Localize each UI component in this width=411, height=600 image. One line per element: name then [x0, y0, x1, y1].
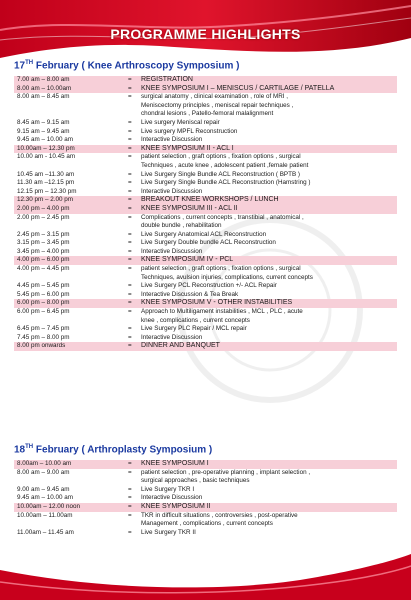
row-description-line: Interactive Discussion — [141, 333, 203, 341]
row-time: 9.45 am – 10.00 am — [17, 136, 74, 144]
row-separator: = — [128, 144, 132, 152]
row-separator: = — [128, 204, 132, 212]
row-time: 10.00 am - 10.45 am — [17, 153, 76, 161]
row-time: 9.15 am – 9.45 am — [17, 127, 70, 135]
schedule-row — [14, 188, 397, 197]
section-heading-day1: 17TH February ( Knee Arthroscopy Symposium ) — [14, 60, 240, 72]
row-description-line: Live Surgery TKR II — [141, 528, 196, 536]
schedule-row — [14, 179, 397, 188]
row-time: 8.00 am – 9.00 am — [17, 468, 70, 476]
row-time: 9.45 am – 10.00 am — [17, 494, 74, 502]
schedule-row — [14, 282, 397, 291]
bottom-red-swoosh-banner — [0, 540, 411, 600]
row-description-line: KNEE SYMPOSIUM V - OTHER INSTABILITIES — [141, 299, 293, 307]
row-description-line: patient selection , graft options , fixation options , surgical — [141, 265, 301, 273]
row-description-line: Techniques, avulsion injuries, complications, current concepts — [141, 273, 313, 281]
schedule-day1 — [14, 76, 397, 351]
section-heading-day2: 18TH February ( Arthroplasty Symposium ) — [14, 444, 213, 456]
schedule-row — [14, 460, 397, 469]
row-time: 10.00am – 11.00am — [17, 511, 73, 519]
schedule-row — [14, 469, 397, 486]
row-description — [141, 486, 397, 495]
row-description — [141, 248, 397, 257]
schedule-row — [14, 308, 397, 325]
row-separator: = — [128, 153, 132, 161]
row-time: 3.15 pm – 3.45 pm — [17, 239, 70, 247]
row-description — [141, 308, 397, 325]
row-description-line: Live Surgery Single Bundle ACL Reconstruction (Hamstring ) — [141, 179, 311, 187]
row-separator: = — [128, 468, 132, 476]
row-description-line: Interactive Discussion — [141, 136, 203, 144]
row-separator: = — [128, 256, 132, 264]
row-time: 2.45 pm – 3.15 pm — [17, 230, 70, 238]
schedule-day2 — [14, 460, 397, 537]
schedule-row — [14, 494, 397, 503]
row-separator: = — [128, 170, 132, 178]
row-description-line: KNEE SYMPOSIUM III - ACL II — [141, 204, 238, 212]
row-separator: = — [128, 511, 132, 519]
row-time: 6.00 pm – 6.45 pm — [17, 308, 70, 316]
row-time: 12.30 pm – 2.00 pm — [17, 196, 74, 204]
row-description-line: Complications , current concepts , transtibial , anatomical , — [141, 213, 304, 221]
row-description-line: Management , complications , current concepts — [141, 520, 273, 528]
row-description-line: Live surgery MPFL Reconstruction — [141, 127, 238, 135]
row-description-line: Live Surgery TKR I — [141, 485, 195, 493]
row-description — [141, 325, 397, 334]
row-time: 6.00 pm – 8.00 pm — [17, 299, 70, 307]
row-time: 6.45 pm – 7.45 pm — [17, 325, 70, 333]
schedule-row — [14, 334, 397, 343]
row-separator: = — [128, 239, 132, 247]
row-time: 9.00 am – 9.45 am — [17, 485, 70, 493]
row-description-line: Techniques , acute knee , adolescent patient ,female patient — [141, 161, 309, 169]
row-description-line: double bundle , rehabilitation — [141, 222, 222, 230]
row-description — [141, 179, 397, 188]
schedule-row — [14, 512, 397, 529]
row-time: 8.45 am – 9.15 am — [17, 118, 70, 126]
row-separator: = — [128, 333, 132, 341]
row-time: 7.00 am – 8.00 am — [17, 76, 70, 83]
schedule-row — [14, 153, 397, 170]
row-separator: = — [128, 342, 132, 350]
row-separator: = — [128, 485, 132, 493]
schedule-row — [14, 486, 397, 495]
row-description — [141, 494, 397, 503]
row-description-line: knee , complications , current concepts — [141, 316, 250, 324]
row-time: 12.15 pm – 12.30 pm — [17, 187, 77, 195]
schedule-row — [14, 205, 397, 214]
row-description-line: surgical anatomy , clinical examination , role of MRI , — [141, 93, 288, 101]
row-description — [141, 529, 397, 538]
row-description — [141, 85, 397, 94]
row-time: 4.00 pm – 4.45 pm — [17, 265, 70, 273]
row-separator: = — [128, 196, 132, 204]
schedule-row — [14, 291, 397, 300]
row-description — [141, 171, 397, 180]
row-description-line: KNEE SYMPOSIUM I — [141, 460, 209, 467]
row-separator: = — [128, 308, 132, 316]
row-description-line: DINNER AND BANQUET — [141, 342, 220, 350]
schedule-row — [14, 128, 397, 137]
row-description — [141, 256, 397, 265]
row-time: 10.45 am –11.30 am — [17, 170, 75, 178]
schedule-row — [14, 145, 397, 154]
row-description-line: Interactive Discussion — [141, 247, 203, 255]
row-time: 5.45 pm – 6.00 pm — [17, 290, 70, 298]
row-description-line: surgical approaches , basic techniques — [141, 477, 250, 485]
row-description — [141, 196, 397, 205]
schedule-row — [14, 136, 397, 145]
schedule-row — [14, 93, 397, 119]
row-description — [141, 299, 397, 308]
row-description-line: Interactive Discussion — [141, 494, 203, 502]
row-time: 2.00 pm – 2.45 pm — [17, 213, 70, 221]
row-description-line: Interactive Discussion — [141, 187, 203, 195]
row-separator: = — [128, 187, 132, 195]
row-separator: = — [128, 118, 132, 126]
schedule-row — [14, 85, 397, 94]
row-time: 10.00am – 12.00 noon — [17, 502, 81, 510]
row-description — [141, 128, 397, 137]
row-description — [141, 239, 397, 248]
row-time: 10.00am – 12.30 pm — [17, 144, 75, 152]
row-description — [141, 231, 397, 240]
row-description — [141, 76, 397, 85]
row-description — [141, 282, 397, 291]
row-description-line: Meniscectomy principles , meniscal repair techniques , — [141, 101, 294, 109]
row-description-line: Interactive Discussion & Tea Break — [141, 290, 239, 298]
schedule-row — [14, 239, 397, 248]
row-description-line: Live Surgery PCL Reconstruction +/- ACL Repair — [141, 282, 277, 290]
row-description — [141, 342, 397, 351]
schedule-row — [14, 119, 397, 128]
row-description-line: BREAKOUT KNEE WORKSHOPS / LUNCH — [141, 196, 279, 204]
row-description — [141, 460, 397, 469]
row-description-line: patient selection , pre-operative planning , implant selection , — [141, 468, 311, 476]
row-time: 4.00 pm – 6.00 pm — [17, 256, 70, 264]
row-separator: = — [128, 136, 132, 144]
row-time: 11.00am – 11.45 am — [17, 528, 74, 536]
row-separator: = — [128, 76, 132, 83]
schedule-row — [14, 325, 397, 334]
row-description-line: Live Surgery Double bundle ACL Reconstruction — [141, 239, 276, 247]
row-separator: = — [128, 290, 132, 298]
row-description — [141, 214, 397, 231]
schedule-row — [14, 248, 397, 257]
row-description-line: chondral lesions , Patello-femoral malalignment — [141, 110, 274, 118]
row-description-line: Live Surgery Single Bundle ACL Reconstruction ( BPTB ) — [141, 170, 301, 178]
schedule-row — [14, 265, 397, 282]
row-description — [141, 153, 397, 170]
row-description-line: KNEE SYMPOSIUM II — [141, 502, 211, 510]
row-description-line: patient selection , graft options , fixation options , surgical — [141, 153, 301, 161]
schedule-row — [14, 196, 397, 205]
row-description-line: TKR in difficult situations , controversies , post-operative — [141, 511, 298, 519]
row-time: 8.00 am – 10.00am — [17, 84, 72, 92]
schedule-row — [14, 171, 397, 180]
row-separator: = — [128, 127, 132, 135]
row-separator: = — [128, 93, 132, 101]
row-description — [141, 291, 397, 300]
row-time: 2.00 pm – 4.00 pm — [17, 204, 70, 212]
row-separator: = — [128, 213, 132, 221]
row-description-line: Approach to Multiligament instabilities , MCL , PLC , acute — [141, 308, 303, 316]
row-description — [141, 503, 397, 512]
row-description-line: KNEE SYMPOSIUM I – MENISCUS / CARTILAGE / PATELLA — [141, 84, 335, 92]
schedule-row — [14, 214, 397, 231]
schedule-row — [14, 529, 397, 538]
row-separator: = — [128, 299, 132, 307]
row-description — [141, 205, 397, 214]
row-description-line: KNEE SYMPOSIUM IV - PCL — [141, 256, 234, 264]
schedule-row — [14, 299, 397, 308]
row-time: 8.00 pm onwards — [17, 342, 66, 350]
row-time: 7.45 pm – 8.00 pm — [17, 333, 70, 341]
schedule-row — [14, 503, 397, 512]
row-separator: = — [128, 502, 132, 510]
row-separator: = — [128, 179, 132, 187]
schedule-row — [14, 256, 397, 265]
row-description — [141, 265, 397, 282]
row-description — [141, 188, 397, 197]
row-description — [141, 469, 397, 486]
row-description-line: Live Surgery Anatomical ACL Reconstruction — [141, 230, 267, 238]
row-time: 4.45 pm – 5.45 pm — [17, 282, 70, 290]
row-separator: = — [128, 494, 132, 502]
row-separator: = — [128, 282, 132, 290]
row-description — [141, 512, 397, 529]
schedule-row — [14, 231, 397, 240]
row-description — [141, 93, 397, 119]
row-time: 8.00am – 10.00 am — [17, 460, 72, 467]
row-description-line: Live surgery Meniscal repair — [141, 118, 220, 126]
row-description — [141, 145, 397, 154]
row-separator: = — [128, 265, 132, 273]
row-separator: = — [128, 528, 132, 536]
row-time: 8.00 am – 8.45 am — [17, 93, 70, 101]
row-description — [141, 334, 397, 343]
row-separator: = — [128, 84, 132, 92]
row-time: 11.30 am –12.15 pm — [17, 179, 75, 187]
row-description-line: REGISTRATION — [141, 76, 193, 83]
page-title: PROGRAMME HIGHLIGHTS — [110, 26, 301, 42]
row-separator: = — [128, 325, 132, 333]
row-description — [141, 119, 397, 128]
row-description — [141, 136, 397, 145]
row-separator: = — [128, 230, 132, 238]
row-separator: = — [128, 247, 132, 255]
schedule-row — [14, 342, 397, 351]
row-separator: = — [128, 460, 132, 467]
row-description-line: KNEE SYMPOSIUM II - ACL I — [141, 144, 234, 152]
row-time: 3.45 pm – 4.00 pm — [17, 247, 70, 255]
row-description-line: Live Surgery PLC Repair / MCL repair — [141, 325, 247, 333]
schedule-row — [14, 76, 397, 85]
